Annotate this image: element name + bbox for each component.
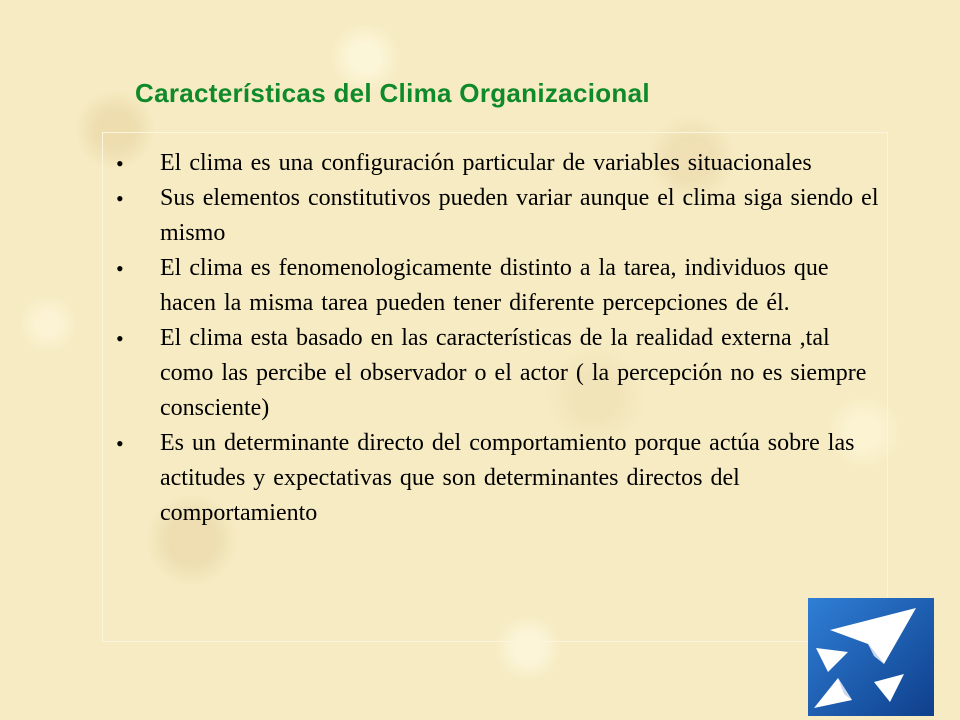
bullet-item	[103, 181, 889, 251]
bullet-item	[103, 146, 889, 181]
bullet-text: Es un determinante directo del comportamiento porque actúa sobre las actitudes y expectativas que son determinantes directos del comportamiento	[160, 430, 855, 526]
bullet-text: El clima es fenomenologicamente distinto a la tarea, individuos que hacen la misma tarea pueden tener diferente percepciones de él.	[160, 255, 829, 316]
bullet-item	[103, 251, 889, 321]
bullet-mark: •	[116, 256, 124, 281]
bullet-list	[103, 146, 889, 531]
bullet-mark: •	[116, 186, 124, 211]
bullet-item	[103, 321, 889, 426]
bullet-mark: •	[116, 326, 124, 351]
bullet-text: El clima es una configuración particular de variables situacionales	[160, 150, 812, 176]
bullet-item	[103, 426, 889, 531]
bullet-text: Sus elementos constitutivos pueden variar aunque el clima siga siendo el mismo	[160, 185, 879, 246]
bullet-mark: •	[116, 431, 124, 456]
content-box	[102, 132, 888, 642]
paper-planes-logo-icon	[808, 598, 934, 716]
bullet-text: El clima esta basado en las características de la realidad externa ,tal como las percibe el observador o el actor ( la percepción no es siempre consciente)	[160, 325, 867, 421]
slide-title: Características del Clima Organizacional	[135, 78, 650, 108]
bullet-mark: •	[116, 151, 124, 176]
